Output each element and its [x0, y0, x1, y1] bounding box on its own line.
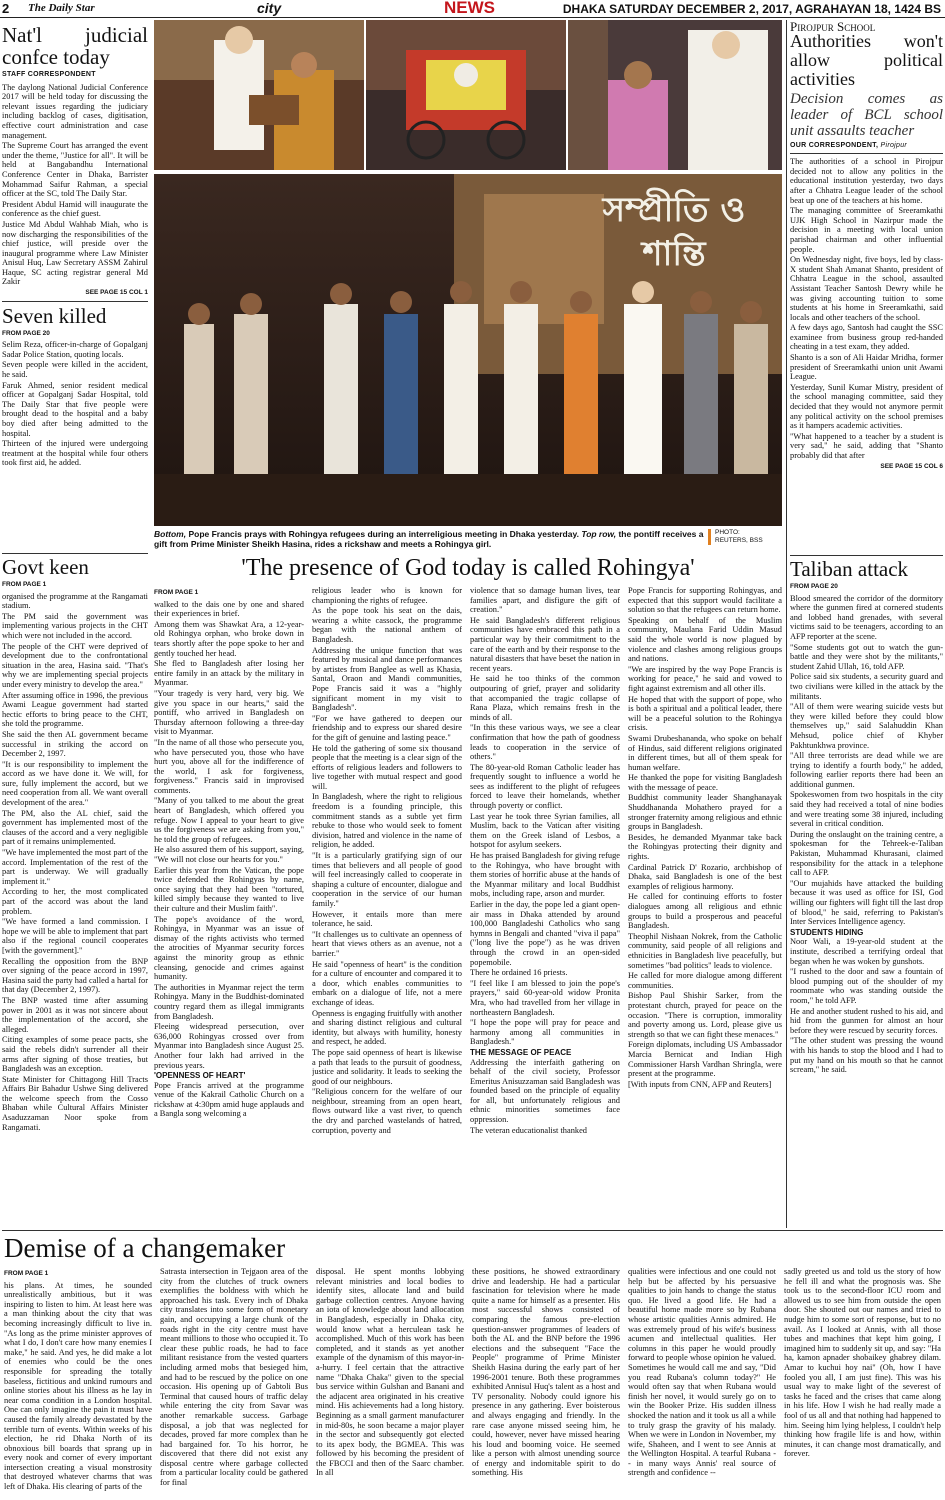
paragraph: The veteran educationalist thanked: [470, 1125, 587, 1135]
govt-keen-from: FROM PAGE 1: [2, 581, 47, 588]
paragraph: On Wednesday night, five boys, led by class-X student Shah Amanat Shanto, president of Chhatra League in the school, assaulted Assistant Teacher Santosh Dewry while he was giving accounting tuition to some students at his home in Sreeramkathi, said locals and other teachers of the school.: [790, 255, 943, 322]
paragraph: "It challenges us to cultivate an openness of heart that views others as an avenue, not a barrier.": [312, 929, 462, 958]
paragraph: The authorities of a school in Pirojpur decided not to allow any politics in the educational institution yesterday, two days after a Chhatra League leader of the school beat up one of the teachers at his home.: [790, 157, 943, 205]
paragraph: Earlier this year from the Vatican, the pope twice defended the Rohingyas by name, once saying that they had been "tortured, killed simply because they wanted to live their culture and their Muslim faith".: [154, 865, 304, 913]
divider: [790, 555, 943, 556]
paragraph: Satrasta intersection in Tejgaon area of the city from the clutches of truck owners exemplifies the boldness with which he approached his task. Every inch of Dhaka city translates into some form of monetary gain, and occupying a large chunk of the roads right in the city centre must have meant millions to those who occupied it. To clear these public roads, he had to face militant resistance from the vested quarters including armed mobs that besieged him, and had to be rescued by the police on one occasion. His opening up of Gabtoli Bus Terminal that caused hours of traffic delay while entering the city from Savar was another remarkable success. Garbage disposal, a job that was neglected for decades, proved far more complex than he had bargained for. To his horror, he discovered that there did not exist any disposal centre where garbage collected from a particular locality could be gathered for final: [160, 1267, 308, 1488]
paragraph: violence that so damage human lives, tear families apart, and disfigure the gift of creation.": [470, 586, 620, 615]
paragraph: President Abdul Hamid will inaugurate the conference as the chief guest.: [2, 199, 148, 219]
paragraph: Noor Wali, a 19-year-old student at the institute, described a terrifying ordeal that began when he was woken by gunshots.: [790, 937, 943, 966]
seven-killed-from: FROM PAGE 20: [2, 329, 50, 337]
taliban-headline: Taliban attack: [790, 558, 909, 581]
paragraph: Last year he took three Syrian families, all Muslim, back to the Vatican after visiting them on the Greek island of Lesbos, a hotspot for asylum seekers.: [470, 811, 620, 850]
paragraph: Openness is engaging fruitfully with another and sharing distinct religious and cultural identity, but always with humility, honesty and respect, he added.: [312, 1008, 462, 1047]
paragraph: Spokeswomen from two hospitals in the city said they had received a total of nine bodies and were treating some 38 injured, including several in critical condition.: [790, 790, 943, 829]
paragraph: Among them was Shawkat Ara, a 12-year-old Rohingya orphan, who broke down in tears shortly after the pope spoke to her and gently touched her head.: [154, 619, 304, 658]
section-label: city: [257, 0, 282, 16]
paragraph: Justice Md Abdul Wahhab Miah, who is now discharging the responsibilities of the chief justice, will preside over the inaugural programme where Law Minister Anisul Huq, Law Secretary ASSM Zahirul Haque, SC acting registrar general Md Zakir: [2, 219, 148, 287]
rohingya-col-4: [628, 586, 782, 1226]
divider: [2, 301, 148, 302]
paragraph: religious leader who is known for championing the rights of refugee.: [312, 586, 462, 605]
changemaker-headline: Demise of a changemaker: [4, 1233, 286, 1263]
paragraph: Police said six students, a security guard and two civilians were killed in the attack by the militants.: [790, 672, 943, 701]
paragraph: "Many of you talked to me about the great heart of Bangladesh, which offered you refuge. Now I appeal to your heart to give us the forgiveness we are asking from you," he told the group of refugees.: [154, 796, 304, 844]
paragraph: disposal. He spent months lobbying relevant ministries and local bodies to identify sites, allocate land and build garbage collection centres. Anyone having an iota of knowledge about land allocation in Bangladesh, especially in Dhaka city, would know what a herculean task he accomplished. Much of this work has been completed, and it stands as yet another example of the dynamism of this mayor-in-a-hurry. I feel certain that the attractive name "Dhaka Chaka" given to the special bus service within Gulshan and Banani and the adjacent area originated in his creative mind. His achievements had a long history. Beginning as a small garment manufacturer in mid-80s, he soon became a major player in the sector and subsequently got elected to its apex body, the BGMEA. This was followed by his becoming the president of the FBCCI and then of the Saarc chamber. In all: [316, 1267, 464, 1478]
paragraph: He said "openness of heart" is the condition for a culture of encounter and compared it to a door, which enables communities to embark on a dialogue of life, not a mere exchange of ideas.: [312, 959, 462, 1007]
divider: [790, 153, 943, 154]
rohingya-from: FROM PAGE 1: [154, 589, 199, 596]
paragraph: these positions, he showed extraordinary drive and leadership. He had a particular fascination for television where he made quite a name for himself as a presenter. His most successful shows consisted of comparing the famous pre-election question-answer programmes of leaders of both the AL and the BNP before the 1996 elections and the subsequent "Face the People" programme of Prime Minister Sheikh Hasina during the early part of her 1996-2001 tenure. Both these programmes exhibited Annisul Huq's talent as a host and TV personality. Nobody could ignore his presence in any gathering. Ever boisterous and always engaging and friendly. In the rare case anyone missed seeing him, he could, however, never have missed hearing his loud and booming voice. He seemed like a person with almost unending source of energy and indomitable spirit to do something. His: [472, 1267, 620, 1478]
paragraph: "We are inspired by the way Pope Francis is working for peace," he said and vowed to fight against extremism and all other ills.: [628, 664, 782, 693]
changemaker-col-4: [472, 1267, 620, 1497]
paragraph: "All three terrorists are dead while we are trying to identify a fourth body," he added, following earlier reports there had been an additional gunmen.: [790, 751, 943, 789]
paragraph: Recalling the opposition from the BNP over signing of the peace accord in 1997, Hasina said the party had called a hartal for that day (December 2, 1997).: [2, 956, 148, 995]
page-number: 2: [2, 1, 10, 16]
paragraph: "Your tragedy is very hard, very big. We give you space in our hearts," said the pontiff, who arrived in Bangladesh on Thursday afternoon following a three-day visit to Myanmar.: [154, 688, 304, 737]
govt-keen-column: [2, 556, 148, 1226]
banner-text: সম্প্রীতি ও শান্তি: [602, 190, 746, 274]
paragraph: walked to the dais one by one and shared their experiences in brief.: [154, 599, 304, 619]
paragraph: "Some students got out to watch the gun-battle and they were shot by the militants," student Zahid Ullah, 16, told AFP.: [790, 642, 943, 671]
subhead: STUDENTS HIDING: [790, 927, 864, 937]
left-column: [2, 24, 148, 570]
paragraph: In Bangladesh, where the right to religious freedom is a founding principle, this commitment stands as a subtle yet firm rebuke to those who would seek to foment division, hatred and violence in the name of religion, he added.: [312, 792, 462, 850]
paragraph: She fled to Bangladesh after losing her entire family in an attack by the military in Myanmar.: [154, 659, 304, 688]
paragraph: Foreign diplomats, including US Ambassador Marcia Bernicat and Indian High Commissioner Harsh Vardhan Shringla, were present at the programme.: [628, 1040, 782, 1079]
rohingya-col-2: [312, 586, 462, 1226]
paragraph: Pope Francis for supporting Rohingyas, and expected that this support would facilitate a solution so that the refugees can return home.: [628, 586, 782, 615]
changemaker-from: FROM PAGE 1: [4, 1270, 49, 1277]
paragraph: "It is a particularly gratifying sign of our times that believers and all people of good will feel increasingly called to cooperate in shaping a culture of encounter, dialogue and cooperation in the service of our human family.": [312, 851, 462, 908]
divider: [2, 553, 148, 554]
changemaker-col-3: [316, 1267, 464, 1497]
paragraph: The pope's avoidance of the word, Rohingya, in Myanmar was an issue of dismay of the rights activists who termed the atrocities of Myanmar security forces against the minority group as ethnic cleansing, genocide and crimes against humanity.: [154, 914, 304, 982]
paragraph: "For we have gathered to deepen our friendship and to express our shared desire for the gift of genuine and lasting peace.": [312, 713, 462, 742]
paragraph: He also assured them of his support, saying, "We will not close our hearts for you.": [154, 845, 304, 865]
changemaker-col-2: [160, 1267, 308, 1497]
photo-pope-hasina: [154, 20, 364, 170]
taliban-column: [790, 558, 943, 1226]
paragraph: Besides, he demanded Myanmar take back the Rohingyas protecting their dignity and rights.: [628, 832, 782, 862]
paragraph: Fleeing widespread persecution, over 636,000 Rohingyas crossed over from Myanmar into Bangladesh since August 25. Another four lakh had arrived in the previous years.: [154, 1022, 304, 1070]
paragraph: The PM, also the AL chief, said the government has implemented most of the clauses of the accord and a very negligible part of it remains unimplemented.: [2, 808, 148, 847]
caption-lead: Top row,: [581, 529, 617, 539]
paragraph: Pope Francis arrived at the programme venue of the Kakrail Catholic Church on a rickshaw at 4:30pm amid huge applauds and a Bangla song welcoming a: [154, 1080, 304, 1119]
pirojpur-subhead: Decision comes as leader of BCL school unit assaults teacher: [790, 90, 943, 139]
paragraph: "We have implemented the most part of the accord. Implementation of the rest of the part is underway. We will gradually implement it.": [2, 848, 148, 886]
pirojpur-kicker: Pirojpur School: [790, 22, 876, 34]
divider: [786, 20, 787, 1228]
judicial-body: [2, 83, 148, 287]
paragraph: "It is our responsibility to implement the accord as we have done it. We will, for sure, fully implement the accord, but we need cooperation from all. We want overall development of the area.": [2, 759, 148, 808]
paragraph: He and another student rushed to his aid, and hid from the gunmen for almost an hour before they were rescued by security forces.: [790, 1006, 943, 1035]
paragraph: The authorities in Myanmar reject the term Rohingya. Many in the Buddhist-dominated country regard them as illegal immigrants from Bangladesh.: [154, 982, 304, 1021]
pirojpur-jump: SEE PAGE 15 COL 6: [880, 462, 943, 470]
photo-rohingya-girl: [568, 20, 782, 170]
subhead: 'OPENNESS OF HEART': [154, 1071, 246, 1081]
pirojpur-column: [790, 22, 943, 554]
paragraph: his plans. At times, he sounded unrealistically ambitious, but it was inspiring to listen to him. At least here was a man thinking about the city that was becoming increasingly difficult to live in. "As long as the prime minister approves of what I do, I don't care how many enemies I make," he said. And yes, he did make a lot of enemies who could be the ones responsible for spreading the totally baseless, fictitious and unkind rumours and online stories about his illness as he lay in near coma condition in a London hospital. One can only imagine the pain it must have caused the family already devastated by the terrible turn of events. Within weeks of his election, he rid Dhaka North of its obnoxious bill boards that sprang up in every nook and corner of every important intersection creating a visual monstrosity that destroyed whatever charms that was left of Dhaka. His clearing of parts of the: [4, 1280, 152, 1492]
paragraph: The people of the CHT were deprived of development due to the confrontational situation in the area, Hasina said. "That's why we are implementing special projects under every ministry to develop the area.": [2, 641, 148, 689]
paragraph: Buddhist community leader Shanghanayak Shuddhananda Mohathero prayed for a stronger fraternity among religious and ethnic groups in Bangladesh.: [628, 793, 782, 832]
paragraph: She said the then AL government became successful in striking the accord on December 2, 1997.: [2, 729, 148, 759]
changemaker-col-6: [784, 1267, 941, 1497]
paragraph: State Minister for Chittagong Hill Tracts Affairs Bir Bahadur Ushwe Sing delivered the welcome speech from the Cosso Bhaban while Cultural Affairs Minister Asaduzzaman Noor spoke from Rangamati.: [2, 1074, 148, 1132]
paragraph: He called for continuing efforts to foster dialogues among all religious and ethnic groups to build a prosperous and peaceful Bangladesh.: [628, 892, 782, 931]
paragraph: However, it entails more than mere tolerance, he said.: [312, 909, 462, 929]
credit-label: PHOTO:: [715, 529, 740, 536]
paragraph: A few days ago, Santosh had caught the SSC examinee from business group red-handed cheating in a test exam, they added.: [790, 323, 943, 352]
paragraph: Blood smeared the corridor of the dormitory where the gunmen fired at cornered students and lobbed hand grenades, with several victims said to be teenagers, according to an AFP reporter at the scene.: [790, 593, 943, 641]
caption-text: Pope Francis prays with Rohingya refugees during an interreligious meeting in Dhaka yesterday.: [186, 529, 582, 539]
paragraph: He hoped that with the support of pope, who is both a spiritual and a political leader, there will be a peaceful solution to the Rohingya crisis.: [628, 694, 782, 733]
dateline: DHAKA SATURDAY DECEMBER 2, 2017, AGRAHAYAN 18, 1424 BS: [562, 2, 941, 16]
paragraph: Yesterday, Sunil Kumar Mistry, president of the school managing committee, said they decided that they would not anymore permit any political activity on the school premises as it hampers academic activities.: [790, 382, 943, 431]
paragraph: Theophil Nishaan Nokrek, from the Catholic community, said people of all religions and ethnicities in Bangladesh live peacefully, but sometimes "bad politics" leads to violence.: [628, 931, 782, 970]
paragraph: He called for more dialogue among different communities.: [628, 971, 782, 990]
paragraph: After assuming office in 1996, the previous Awami League government had started hectic efforts to bring peace to the CHT, she told the programme.: [2, 690, 148, 729]
masthead: [0, 0, 945, 18]
govt-keen-headline: Govt keen: [2, 556, 89, 579]
photo-image: [366, 20, 566, 170]
paragraph: "In the name of all those who persecute you, who have persecuted you, those who have hurt you, above all for the indifference of the world, I ask for forgiveness, forgiveness." Francis said in improvised comments.: [154, 737, 304, 795]
paragraph: The managing committee of Sreeramkathi UJK High School in Nazirpur made the decision in a meeting with local union parishad chairman and other influential people.: [790, 206, 943, 254]
paragraph: He said Bangladesh's different religious communities have embraced this path in a particular way by their commitment to the care of the earth and by their response to the natural disasters that have beset the nation in recent years.: [470, 615, 620, 673]
paragraph: Addressing the interfaith gathering on behalf of the civil society, Professor Emeritus Anisuzzaman said Bangladesh was founded based on the principle of equality for all, but unfortunately religious and ethnic minorities sometimes face oppression.: [470, 1057, 620, 1125]
paragraph: organised the programme at the Rangamati stadium.: [2, 591, 148, 611]
paragraph: The daylong National Judicial Conference 2017 will be held today for discussing the relevant issues regarding the judiciary including backlog of cases, digitisation, effective court administration and case management.: [2, 82, 148, 140]
category-label: NEWS: [444, 0, 495, 17]
paragraph: sadly greeted us and told us the story of how he fell ill and what the prognosis was. She took us to the second-floor ICU room and allowed us to see him from outside the open door. She shouted out our names and tried to nudge him to some sort of response, but to no avail. As I looked at Annis, with all those tubes and machines that kept him going, I imagined him to suddenly sit up, and say: "Ha ha, kamon apnader shobaikey ghabrey dilam. Amar to kuchui hoy nai" (Oh, how I have fooled you all, I am just fine). This was his usual way to make light of the severest of tasks he faced and the crises that came along in his life. How I wish he had really made a fool of us all and that nothing had happened to him. Seeing him lying helpless, I couldn't help thinking how fragile life is and how, within minutes, it can change most dramatically, and forever.: [784, 1267, 941, 1459]
rohingya-headline: 'The presence of God today is called Rohingya': [241, 555, 695, 581]
photo-interfaith-prayer: [154, 174, 782, 526]
photo-caption: [154, 529, 714, 549]
rohingya-col-1: [154, 586, 304, 1226]
paragraph: He thanked the pope for visiting Bangladesh with the message of peace.: [628, 773, 782, 792]
seven-killed-headline: Seven killed: [2, 303, 107, 328]
paragraph: Speaking on behalf of the Muslim community, Maulana Farid Uddin Masud said the whole world is now plagued by violence and clashes among religious groups and nations.: [628, 615, 782, 664]
photo-credit: [708, 529, 782, 545]
paragraph: "I rushed to the door and saw a fountain of blood pumping out of the shoulder of my roommate who was standing outside the room," he told AFP.: [790, 967, 943, 1005]
paragraph: During the onslaught on the training centre, a spokesman for the Tehreek-e-Taliban Pakistan, Muhammad Khurasani, claimed responsibility for the attack in a telephone call to AFP.: [790, 829, 943, 878]
paragraph: "What happened to a teacher by a student is very sad," he said, adding that "Shanto probably did that after: [790, 431, 943, 460]
paragraph: Selim Reza, officer-in-charge of Gopalganj Sadar Police Station, quoting locals.: [2, 340, 148, 359]
judicial-headline: Nat'l judicial confce today: [2, 24, 148, 69]
paragraph: "In this these various ways, we see a clear confirmation that how the path of goodness leads to cooperation in the service of others.": [470, 723, 620, 762]
photo-rickshaw: [366, 20, 566, 170]
paragraph: "The other student was pressing the wound with his hands to stop the blood and I had to put my hand on his mouth so that he cannot scream," he said.: [790, 1036, 943, 1075]
subhead: THE MESSAGE OF PEACE: [470, 1047, 572, 1057]
paragraph: The BNP wasted time after assuming power in 2001 as it was not sincere about the implementation of the accord, she alleged.: [2, 995, 148, 1034]
paragraph: "I feel like I am blessed to join the pope's prayers," said 60-year-old widow Pronita Mra, who had travelled from her village in northeastern Bangladesh.: [470, 978, 620, 1017]
paragraph: There he ordained 16 priests.: [470, 968, 568, 978]
paragraph: "Our mujahids have attacked the building because it was used as office for ISI, God willing our fighters will fight till the last drop of blood," he said, referring to Pakistan's Inter Services Intelligence agency.: [790, 878, 943, 927]
photo-image: [154, 20, 364, 170]
judicial-jump: SEE PAGE 15 COL 1: [85, 289, 148, 297]
changemaker-col-5: [628, 1267, 776, 1497]
paragraph: Swami Drubeshananda, who spoke on behalf of Hindus, said different religions originated in different times, but all of them speak for human welfare.: [628, 733, 782, 772]
paragraph: Citing examples of some peace pacts, she said the rebels didn't surrender all their arms after signing of those treaties, but Bangladesh was an exception.: [2, 1035, 148, 1074]
paragraph: The PM said the government was implementing various projects in the CHT which were not included in the accord.: [2, 611, 148, 640]
paragraph: "We have formed a land commission. I hope we will be able to implement that part also if the regional council cooperates [with the government].": [2, 917, 148, 955]
paragraph: "I hope the pope will pray for peace and harmony among all communities in Bangladesh.": [470, 1018, 620, 1047]
paragraph: "All of them were wearing suicide vests but they were killed before they could blow themselves up," said Salahuddin Khan Mehsud, police chief of Khyber Pakhtunkhwa province.: [790, 702, 943, 750]
paragraph: qualities were infectious and one could not help but be affected by his persuasive qualities to join hands to change the status quo. He lived a good life. He had a beautiful home made more so by Rubana whose artistic qualities Annis admired. He was extremely proud of his wife's business acumen and intellectual qualities. Her columns in this paper he would proudly forward to people whose opinion he valued. Sometimes he would call me and say, "Did you read Rubana's column today?" He would often say that when Rubana would finish her novel, it would surely go on to win the Booker Prize. His sudden illness shocked the nation and it took us all a while to truly grasp the gravity of his malady. When we were in London in November, my wife, Shaheen, and I went to see Annis at the Wellington Hospital. A tearful Rubana -- in many ways Annis' real source of strength and confidence --: [628, 1267, 776, 1478]
paragraph: He said he too thinks of the common outpouring of grief, prayer and solidarity that accompanied the tragic collapse of Rana Plaza, which remains fresh in the minds of all.: [470, 674, 620, 722]
paragraph: Bishop Paul Shishir Sarker, from the protestant church, prayed for peace on the occasion. "There is corruption, immorality and poverty among us. Lord, please give us strength so that we can fight these menaces.": [628, 991, 782, 1039]
caption-lead: Bottom,: [154, 529, 187, 539]
changemaker-col-1: [4, 1267, 152, 1497]
paragraph: [With inputs from CNN, AFP and Reuters]: [628, 1079, 772, 1089]
byline-text: OUR CORRESPONDENT,: [790, 141, 879, 149]
paragraph: He has praised Bangladesh for giving refuge to the Rohingya, who have brought with them stories of horrific abuse at the hands of the Myanmar military and local Buddhist mobs, including rape, arson and murder.: [470, 851, 620, 899]
taliban-from: FROM PAGE 20: [790, 583, 838, 590]
paragraph: Cardinal Patrick D' Rozario, archbishop of Dhaka, said Bangladesh is one of the best examples of religious harmony.: [628, 862, 782, 891]
paragraph: Earlier in the day, the pope led a giant open-air mass in Dhaka attended by around 100,000 Bangladeshi Catholics who sang hymns in Bengali and chanted "viva il papa" ("long live the pope") as he was driven through the crowd in an open-sided popemobile.: [470, 900, 620, 967]
paragraph: The 80-year-old Roman Catholic leader has frequently sought to influence a world he sees as indifferent to the plight of refugees forced to leave their homelands, whether through poverty or conflict.: [470, 762, 620, 811]
paper-name: The Daily Star: [28, 2, 95, 14]
judicial-byline: STAFF CORRESPONDENT: [2, 71, 96, 78]
paragraph: As the pope took his seat on the dais, wearing a white cassock, the programme began with the national anthem of Bangladesh.: [312, 606, 462, 644]
paragraph: According to her, the most complicated part of the accord was about the land problem.: [2, 887, 148, 916]
divider: [2, 1230, 943, 1231]
paragraph: He told the gathering of some six thousand people that the meeting is a clear sign of the efforts of religious leaders and followers to live together with mutual respect and good will.: [312, 743, 462, 791]
pirojpur-byline: [790, 141, 943, 151]
paragraph: Addressing the unique function that was featured by musical and dance performances by artistes from Banglee as well as Khasia, Santal, Oraon and Mandi communities, Pope Francis said it was a "highly significant moment in my visit to Bangladesh".: [312, 645, 462, 713]
credit-text: REUTERS, BSS: [715, 537, 763, 544]
rohingya-col-3: [470, 586, 620, 1226]
paragraph: Thirteen of the injured were undergoing treatment at the hospital while four others took first aid, he added.: [2, 439, 148, 468]
paragraph: "Religious concern for the welfare of our neighbour, streaming from an open heart, flows outward like a vast river, to quench the dry and parched wastelands of hatred, corruption, poverty and: [312, 1087, 462, 1135]
paragraph: The pope said openness of heart is likewise a path that leads to the pursuit of goodness, justice and solidarity. It leads to seeking the good of our neighbours.: [312, 1047, 462, 1086]
paragraph: Shanto is a son of Ali Haidar Mridha, former president of Sreeramkathi union unit Awami League.: [790, 353, 943, 382]
photo-image: [568, 20, 782, 170]
paragraph: Seven people were killed in the accident, he said.: [2, 360, 148, 380]
byline-place: Pirojpur: [880, 141, 908, 149]
paragraph: The Supreme Court has arranged the event under the theme, "Justice for all". It will be held at Bangabandhu International Conference Center in Dhaka, Barrister Mohammad Saifur Rahman, a special officer at the SC, told The Daily Star.: [2, 141, 148, 199]
paragraph: Faruk Ahmed, senior resident medical officer at Gopalganj Sadar Hospital, told The Daily Star that five people were brought dead to the hospital and a baby boy died after being admitted to the hospital.: [2, 380, 148, 438]
pirojpur-headline: Authorities won't allow political activities: [790, 30, 943, 89]
caption-text: the pontiff receives a gift from Prime Minister Sheikh Hasina, rides a rickshaw and meets a Rohingya girl.: [154, 529, 704, 549]
